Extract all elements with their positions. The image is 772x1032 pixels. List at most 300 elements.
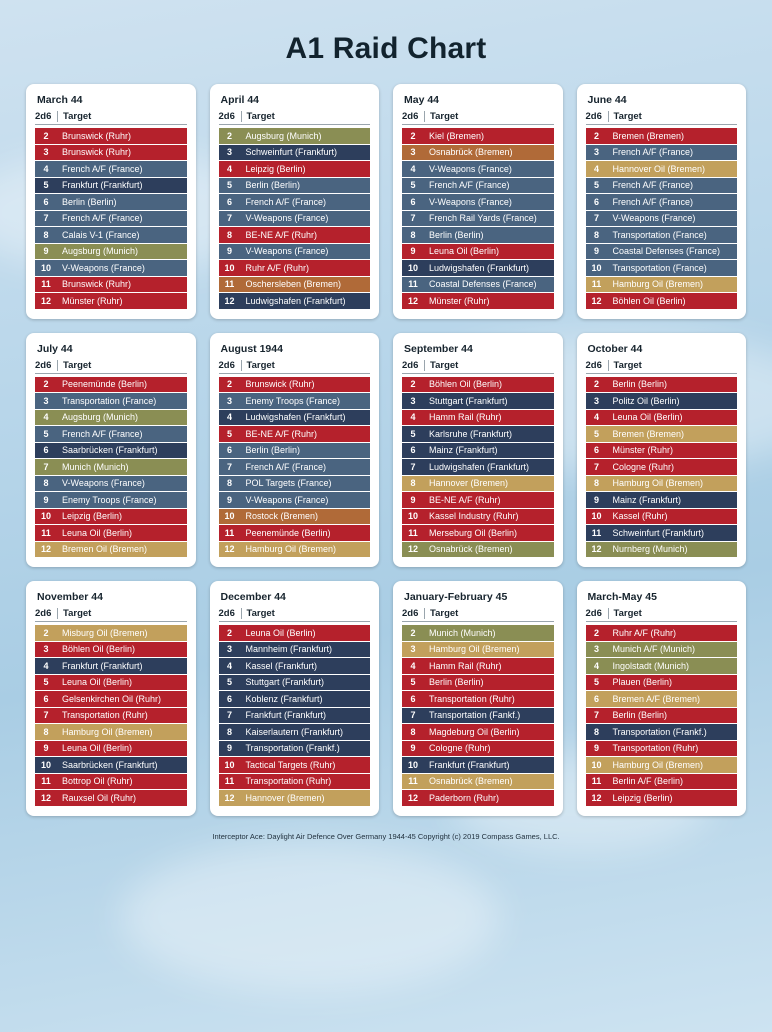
row-dice-value: 4 bbox=[226, 412, 232, 423]
table-header bbox=[402, 111, 554, 125]
row-dice-value: 9 bbox=[226, 743, 232, 754]
table-row bbox=[219, 708, 371, 724]
table-row bbox=[402, 260, 554, 276]
row-dice-value: 12 bbox=[224, 792, 235, 803]
table-row bbox=[586, 708, 738, 724]
table-row bbox=[35, 724, 187, 740]
month-card bbox=[577, 581, 747, 816]
table-row bbox=[219, 675, 371, 691]
row-dice-value: 12 bbox=[40, 792, 51, 803]
row-dice-value: 4 bbox=[593, 412, 599, 423]
row-dice-value: 11 bbox=[41, 279, 51, 290]
row-target-name: V-Weapons (France) bbox=[62, 478, 145, 489]
row-target-name: Hamburg Oil (Bremen) bbox=[62, 726, 153, 737]
table-row bbox=[586, 724, 738, 740]
row-target-name: Berlin A/F (Berlin) bbox=[612, 776, 684, 787]
row-target-name: French A/F (France) bbox=[245, 196, 327, 207]
row-dice-value: 7 bbox=[410, 461, 416, 472]
header-dice-column: 2d6 bbox=[35, 111, 52, 122]
header-target-column: Target bbox=[57, 360, 187, 371]
row-dice-value: 3 bbox=[226, 395, 232, 406]
row-target-name: Berlin (Berlin) bbox=[429, 677, 484, 688]
table-row bbox=[586, 260, 738, 276]
table-row bbox=[402, 509, 554, 525]
row-dice-value: 9 bbox=[410, 494, 416, 505]
row-dice-value: 12 bbox=[591, 544, 602, 555]
row-dice-value: 8 bbox=[593, 478, 599, 489]
table-row bbox=[586, 145, 738, 161]
row-target-name: Leuna Oil (Berlin) bbox=[429, 246, 500, 257]
row-target-name: Kaiserlautern (Frankfurt) bbox=[245, 726, 344, 737]
row-dice-value: 2 bbox=[226, 130, 232, 141]
row-target-name: Oschersleben (Bremen) bbox=[245, 279, 342, 290]
row-dice-value: 7 bbox=[593, 461, 599, 472]
row-target-name: Schweinfurt (Frankfurt) bbox=[612, 527, 705, 538]
table-row bbox=[402, 145, 554, 161]
row-dice-value: 3 bbox=[43, 147, 49, 158]
table-row bbox=[402, 675, 554, 691]
row-target-name: Rauxsel Oil (Ruhr) bbox=[62, 792, 137, 803]
table-row bbox=[402, 708, 554, 724]
table-row bbox=[219, 145, 371, 161]
row-target-name: Leipzig (Berlin) bbox=[612, 792, 673, 803]
row-dice-value: 5 bbox=[593, 180, 599, 191]
table-row bbox=[586, 426, 738, 442]
row-dice-value: 12 bbox=[224, 295, 235, 306]
row-target-name: Ruhr A/F (Ruhr) bbox=[245, 262, 310, 273]
row-dice-value: 2 bbox=[43, 627, 49, 638]
table-row bbox=[402, 476, 554, 492]
row-target-name: French A/F (France) bbox=[612, 196, 694, 207]
row-target-name: BE-NE A/F (Ruhr) bbox=[245, 428, 318, 439]
header-target-column: Target bbox=[57, 608, 187, 619]
row-dice-value: 2 bbox=[410, 130, 416, 141]
row-target-name: Berlin (Berlin) bbox=[245, 445, 301, 456]
row-target-name: Berlin (Berlin) bbox=[429, 229, 484, 240]
row-target-name: Munich A/F (Munich) bbox=[612, 644, 696, 655]
row-dice-value: 6 bbox=[226, 693, 232, 704]
row-target-name: Böhlen Oil (Berlin) bbox=[429, 379, 503, 390]
row-target-name: Hamm Rail (Ruhr) bbox=[429, 660, 502, 671]
table-row bbox=[35, 675, 187, 691]
table-row bbox=[586, 476, 738, 492]
month-card-title: March-May 45 bbox=[587, 591, 657, 603]
row-target-name: BE-NE A/F (Ruhr) bbox=[429, 494, 501, 505]
month-card-title: August 1944 bbox=[220, 342, 283, 355]
table-row bbox=[219, 227, 371, 243]
table-row bbox=[219, 642, 371, 658]
row-target-name: Peenemünde (Berlin) bbox=[62, 379, 148, 390]
table-row bbox=[219, 277, 371, 293]
row-dice-value: 8 bbox=[593, 229, 599, 240]
table-row bbox=[219, 658, 371, 674]
table-row bbox=[219, 691, 371, 707]
row-dice-value: 4 bbox=[410, 163, 416, 174]
row-target-name: Transportation (Ruhr) bbox=[429, 693, 515, 704]
month-card bbox=[393, 84, 563, 319]
row-dice-value: 4 bbox=[410, 660, 416, 671]
row-target-name: Augsburg (Munich) bbox=[62, 246, 139, 257]
row-target-name: Leuna Oil (Berlin) bbox=[245, 627, 316, 638]
row-dice-value: 10 bbox=[591, 759, 602, 770]
row-target-name: V-Weapons (France) bbox=[612, 213, 696, 224]
row-dice-value: 12 bbox=[40, 295, 51, 306]
row-target-name: Peenemünde (Berlin) bbox=[245, 527, 331, 538]
table-row bbox=[219, 293, 371, 309]
table-row bbox=[586, 443, 738, 459]
table-row bbox=[219, 194, 371, 210]
row-dice-value: 8 bbox=[226, 726, 232, 737]
month-card-title: September 44 bbox=[404, 342, 473, 355]
row-target-name: Hannover (Bremen) bbox=[429, 478, 509, 489]
row-target-name: Frankfurt (Frankfurt) bbox=[62, 180, 143, 191]
table-row bbox=[586, 642, 738, 658]
header-dice-column: 2d6 bbox=[218, 359, 235, 371]
table-row bbox=[219, 492, 371, 508]
table-row bbox=[219, 377, 371, 393]
row-target-name: Transportation (Ruhr) bbox=[612, 743, 699, 754]
header-target-column: Target bbox=[424, 111, 554, 122]
row-dice-value: 8 bbox=[593, 726, 599, 737]
table-row bbox=[586, 492, 738, 508]
table-row bbox=[219, 542, 371, 558]
page-title: A1 Raid Chart bbox=[285, 32, 487, 65]
month-card bbox=[26, 581, 196, 816]
row-dice-value: 4 bbox=[43, 163, 49, 174]
table-row bbox=[402, 691, 554, 707]
row-dice-value: 4 bbox=[593, 660, 599, 671]
table-row bbox=[35, 741, 187, 757]
table-row bbox=[402, 293, 554, 309]
row-target-name: Ingolstadt (Munich) bbox=[612, 660, 690, 671]
header-dice-column: 2d6 bbox=[35, 359, 52, 371]
table-row bbox=[402, 542, 554, 558]
row-target-name: French A/F (France) bbox=[429, 180, 510, 191]
table-row bbox=[35, 393, 187, 409]
table-row bbox=[402, 128, 554, 144]
table-row bbox=[586, 658, 738, 674]
row-dice-value: 7 bbox=[593, 710, 599, 721]
row-dice-value: 10 bbox=[40, 511, 51, 522]
row-dice-value: 5 bbox=[226, 180, 232, 191]
month-card bbox=[393, 581, 563, 816]
row-dice-value: 6 bbox=[226, 445, 232, 456]
row-target-name: French A/F (France) bbox=[62, 428, 143, 439]
row-dice-value: 11 bbox=[41, 527, 51, 538]
row-target-name: Transportation (France) bbox=[62, 395, 157, 406]
row-dice-value: 3 bbox=[226, 147, 232, 158]
month-card-title: October 44 bbox=[587, 342, 643, 355]
row-dice-value: 7 bbox=[410, 213, 416, 224]
table-row bbox=[402, 459, 554, 475]
row-target-name: Leipzig (Berlin) bbox=[62, 511, 123, 522]
row-dice-value: 11 bbox=[408, 776, 418, 787]
table-row bbox=[402, 244, 554, 260]
row-target-name: Hamburg Oil (Bremen) bbox=[612, 279, 704, 290]
row-dice-value: 6 bbox=[43, 196, 49, 207]
table-row bbox=[35, 260, 187, 276]
row-target-name: Brunswick (Ruhr) bbox=[62, 147, 132, 158]
table-row bbox=[219, 509, 371, 525]
table-row bbox=[402, 774, 554, 790]
table-row bbox=[402, 178, 554, 194]
row-target-name: Frankfurt (Frankfurt) bbox=[245, 710, 327, 721]
row-dice-value: 5 bbox=[410, 180, 416, 191]
header-target-column: Target bbox=[424, 608, 554, 619]
row-target-name: Münster (Ruhr) bbox=[429, 295, 490, 306]
row-target-name: French A/F (France) bbox=[62, 163, 143, 174]
row-dice-value: 10 bbox=[591, 511, 602, 522]
header-dice-column: 2d6 bbox=[35, 608, 52, 619]
header-target-column: Target bbox=[424, 360, 554, 371]
row-target-name: Rostock (Bremen) bbox=[245, 511, 319, 522]
row-target-name: Cologne (Ruhr) bbox=[612, 461, 675, 472]
row-target-name: Böhlen Oil (Berlin) bbox=[612, 295, 686, 306]
row-target-name: V-Weapons (France) bbox=[245, 494, 329, 505]
row-dice-value: 2 bbox=[226, 627, 232, 638]
table-row bbox=[402, 377, 554, 393]
month-card-title: December 44 bbox=[220, 591, 286, 603]
header-dice-column: 2d6 bbox=[218, 608, 235, 619]
table-row bbox=[219, 178, 371, 194]
table-row bbox=[219, 211, 371, 227]
row-dice-value: 7 bbox=[43, 461, 49, 472]
row-target-name: Kassel Industry (Ruhr) bbox=[429, 511, 519, 522]
row-dice-value: 11 bbox=[408, 527, 418, 538]
table-row bbox=[35, 227, 187, 243]
table-row bbox=[219, 260, 371, 276]
row-target-name: Karlsruhe (Frankfurt) bbox=[429, 428, 513, 439]
row-target-name: Augsburg (Munich) bbox=[245, 130, 322, 141]
row-target-name: Transportation (Frankf.) bbox=[245, 743, 340, 754]
table-row bbox=[219, 443, 371, 459]
row-dice-value: 11 bbox=[41, 776, 51, 787]
row-dice-value: 3 bbox=[410, 644, 416, 655]
row-target-name: Koblenz (Frankfurt) bbox=[245, 693, 323, 704]
row-dice-value: 10 bbox=[407, 511, 418, 522]
table-header bbox=[35, 608, 187, 622]
row-dice-value: 7 bbox=[43, 213, 49, 224]
row-target-name: Leuna Oil (Berlin) bbox=[62, 743, 133, 754]
row-target-name: Münster (Ruhr) bbox=[612, 445, 674, 456]
table-row bbox=[35, 525, 187, 541]
table-row bbox=[586, 128, 738, 144]
row-dice-value: 10 bbox=[591, 262, 602, 273]
table-row bbox=[402, 277, 554, 293]
row-dice-value: 9 bbox=[43, 246, 49, 257]
table-row bbox=[402, 211, 554, 227]
row-target-name: Transportation (Ruhr) bbox=[62, 710, 148, 721]
row-target-name: Leuna Oil (Berlin) bbox=[62, 677, 133, 688]
row-dice-value: 10 bbox=[40, 759, 51, 770]
table-row bbox=[35, 194, 187, 210]
month-card-title: May 44 bbox=[404, 94, 440, 106]
row-target-name: V-Weapons (France) bbox=[245, 246, 329, 257]
table-row bbox=[35, 790, 187, 806]
table-row bbox=[586, 410, 738, 426]
row-target-name: Brunswick (Ruhr) bbox=[62, 130, 132, 141]
row-dice-value: 12 bbox=[591, 792, 602, 803]
row-dice-value: 10 bbox=[407, 262, 418, 273]
row-dice-value: 6 bbox=[43, 693, 49, 704]
row-dice-value: 11 bbox=[408, 279, 418, 290]
row-target-name: V-Weapons (France) bbox=[62, 262, 145, 273]
table-row bbox=[35, 774, 187, 790]
row-target-name: Hamburg Oil (Bremen) bbox=[429, 644, 520, 655]
header-target-column: Target bbox=[241, 360, 371, 371]
table-header bbox=[219, 608, 371, 622]
row-target-name: Bottrop Oil (Ruhr) bbox=[62, 776, 133, 787]
table-row bbox=[402, 642, 554, 658]
table-row bbox=[402, 757, 554, 773]
row-target-name: Saarbrücken (Frankfurt) bbox=[62, 445, 158, 456]
header-dice-column: 2d6 bbox=[585, 608, 602, 619]
table-row bbox=[35, 161, 187, 177]
row-dice-value: 8 bbox=[410, 478, 416, 489]
row-target-name: Gelsenkirchen Oil (Ruhr) bbox=[62, 693, 162, 704]
month-card bbox=[393, 333, 563, 568]
table-row bbox=[35, 410, 187, 426]
table-row bbox=[219, 128, 371, 144]
table-row bbox=[586, 227, 738, 243]
row-dice-value: 6 bbox=[593, 693, 599, 704]
row-dice-value: 4 bbox=[226, 660, 232, 671]
row-target-name: Transportation (France) bbox=[612, 262, 707, 273]
row-target-name: V-Weapons (France) bbox=[245, 213, 329, 224]
table-row bbox=[35, 426, 187, 442]
row-target-name: Paderborn (Ruhr) bbox=[429, 792, 500, 803]
table-row bbox=[402, 194, 554, 210]
row-dice-value: 7 bbox=[226, 710, 232, 721]
table-header bbox=[35, 111, 187, 125]
row-target-name: Saarbrücken (Frankfurt) bbox=[62, 759, 158, 770]
row-target-name: Merseburg Oil (Berlin) bbox=[429, 527, 518, 538]
table-row bbox=[35, 625, 187, 641]
row-target-name: Misburg Oil (Bremen) bbox=[62, 627, 148, 638]
row-target-name: V-Weapons (France) bbox=[429, 196, 512, 207]
row-target-name: Schweinfurt (Frankfurt) bbox=[245, 147, 338, 158]
table-row bbox=[35, 377, 187, 393]
table-row bbox=[402, 393, 554, 409]
row-dice-value: 5 bbox=[43, 428, 49, 439]
header-target-column: Target bbox=[608, 360, 738, 371]
table-row bbox=[35, 542, 187, 558]
row-target-name: Munich (Munich) bbox=[62, 461, 129, 472]
row-dice-value: 10 bbox=[224, 262, 235, 273]
header-dice-column: 2d6 bbox=[402, 359, 419, 371]
row-target-name: Berlin (Berlin) bbox=[612, 710, 668, 721]
header-dice-column: 2d6 bbox=[585, 359, 602, 371]
table-row bbox=[586, 525, 738, 541]
row-dice-value: 9 bbox=[593, 743, 599, 754]
row-dice-value: 8 bbox=[410, 229, 416, 240]
row-dice-value: 12 bbox=[224, 544, 235, 555]
row-dice-value: 2 bbox=[410, 627, 416, 638]
table-row bbox=[35, 459, 187, 475]
row-dice-value: 5 bbox=[43, 677, 49, 688]
row-target-name: Bremen Oil (Bremen) bbox=[62, 544, 148, 555]
header-dice-column: 2d6 bbox=[218, 111, 235, 122]
row-dice-value: 8 bbox=[226, 478, 232, 489]
table-row bbox=[402, 741, 554, 757]
row-dice-value: 2 bbox=[410, 379, 416, 390]
table-header bbox=[586, 360, 738, 374]
table-row bbox=[586, 625, 738, 641]
row-target-name: Enemy Troops (France) bbox=[62, 494, 157, 505]
row-target-name: Kiel (Bremen) bbox=[429, 130, 485, 141]
table-row bbox=[586, 293, 738, 309]
row-dice-value: 4 bbox=[593, 163, 599, 174]
row-target-name: French A/F (France) bbox=[62, 213, 143, 224]
row-target-name: Ruhr A/F (Ruhr) bbox=[612, 627, 677, 638]
row-dice-value: 4 bbox=[43, 412, 49, 423]
month-card bbox=[210, 581, 380, 816]
row-dice-value: 9 bbox=[43, 494, 49, 505]
row-target-name: Kassel (Ruhr) bbox=[612, 511, 668, 522]
header-dice-column: 2d6 bbox=[402, 608, 419, 619]
table-row bbox=[402, 443, 554, 459]
row-target-name: Cologne (Ruhr) bbox=[429, 743, 491, 754]
row-dice-value: 9 bbox=[593, 494, 599, 505]
month-card bbox=[577, 333, 747, 568]
row-dice-value: 7 bbox=[43, 710, 49, 721]
row-dice-value: 8 bbox=[43, 229, 49, 240]
row-target-name: Frankfurt (Frankfurt) bbox=[429, 759, 510, 770]
row-target-name: Osnabrück (Bremen) bbox=[429, 776, 513, 787]
row-target-name: Augsburg (Munich) bbox=[62, 412, 139, 423]
table-header bbox=[35, 360, 187, 374]
table-row bbox=[219, 410, 371, 426]
table-row bbox=[219, 625, 371, 641]
row-dice-value: 6 bbox=[593, 445, 599, 456]
row-target-name: Frankfurt (Frankfurt) bbox=[62, 660, 143, 671]
row-dice-value: 8 bbox=[43, 726, 49, 737]
row-target-name: Coastal Defenses (France) bbox=[612, 246, 721, 257]
table-row bbox=[402, 724, 554, 740]
row-target-name: French A/F (France) bbox=[245, 461, 327, 472]
row-dice-value: 7 bbox=[226, 461, 232, 472]
table-row bbox=[35, 277, 187, 293]
row-target-name: Coastal Defenses (France) bbox=[429, 279, 537, 290]
row-dice-value: 5 bbox=[410, 428, 416, 439]
table-row bbox=[586, 790, 738, 806]
row-target-name: Bremen A/F (Bremen) bbox=[612, 693, 701, 704]
table-row bbox=[35, 476, 187, 492]
table-row bbox=[586, 459, 738, 475]
table-row bbox=[35, 211, 187, 227]
row-target-name: Enemy Troops (France) bbox=[245, 395, 341, 406]
table-row bbox=[402, 426, 554, 442]
row-target-name: Magdeburg Oil (Berlin) bbox=[429, 726, 520, 737]
month-card-title: November 44 bbox=[37, 591, 103, 603]
table-row bbox=[586, 393, 738, 409]
table-row bbox=[586, 542, 738, 558]
row-target-name: Böhlen Oil (Berlin) bbox=[62, 644, 136, 655]
row-dice-value: 8 bbox=[226, 229, 232, 240]
row-target-name: Berlin (Berlin) bbox=[245, 180, 301, 191]
row-target-name: Hamburg Oil (Bremen) bbox=[612, 478, 704, 489]
table-row bbox=[586, 211, 738, 227]
table-row bbox=[586, 757, 738, 773]
row-target-name: Ludwigshafen (Frankfurt) bbox=[429, 461, 530, 472]
row-dice-value: 5 bbox=[593, 677, 599, 688]
row-target-name: Calais V-1 (France) bbox=[62, 229, 140, 240]
table-row bbox=[219, 426, 371, 442]
month-card-title: March 44 bbox=[37, 94, 83, 106]
row-target-name: Nurnberg (Munich) bbox=[612, 544, 688, 555]
row-target-name: Stuttgart (Frankfurt) bbox=[429, 395, 508, 406]
row-dice-value: 10 bbox=[224, 511, 235, 522]
